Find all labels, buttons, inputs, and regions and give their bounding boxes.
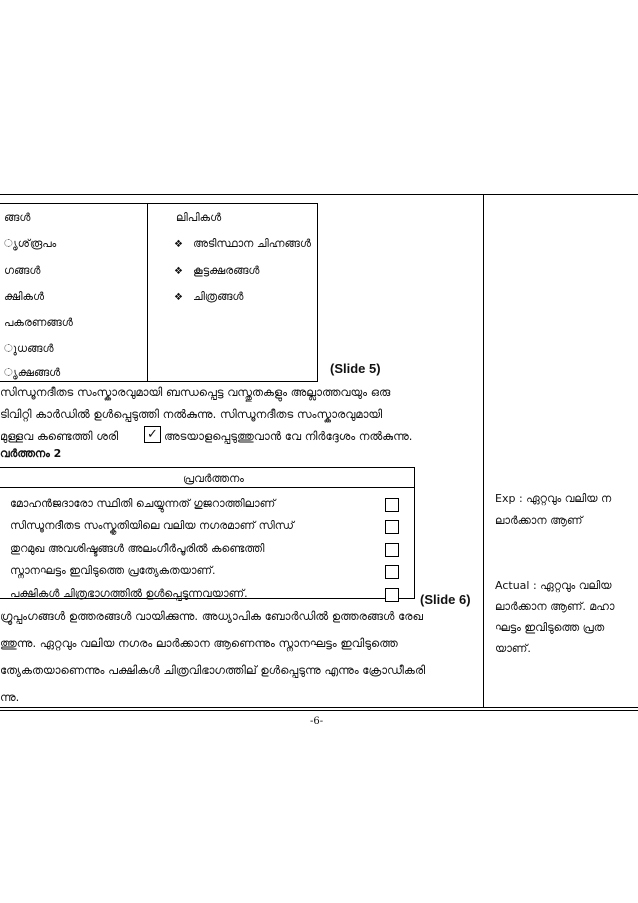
checkmark-icon: ✓ bbox=[144, 426, 161, 443]
paragraph-line: ടിവിറ്റി കാർഡിൽ ഉൾപ്പെടുത്തി നൽകുന്നു. സിന്ധൂനദീതട സംസ്കാരവുമായി bbox=[0, 407, 383, 421]
page-number: -6- bbox=[310, 716, 324, 727]
activity-heading: വർത്തനം 2 bbox=[0, 447, 62, 460]
bottom-border-1 bbox=[0, 707, 638, 708]
paragraph-line: സിന്ധൂനദീതട സംസ്കാരവുമായി ബന്ധപ്പെട്ട വസ്തുതകളും അല്ലാത്തവയും ഒരു bbox=[0, 385, 391, 399]
bullet-icon: ❖ bbox=[174, 239, 183, 250]
table-col1-item: പകരണങ്ങൾ bbox=[4, 316, 73, 329]
activity-title: പ്രവർത്തനം bbox=[183, 472, 244, 485]
bullet-icon: ❖ bbox=[174, 292, 183, 303]
paragraph-line: ത്തുന്നു. ഏറ്റവും വലിയ നഗരം ലാർക്കാന ആണെന്നും സ്നാനഘട്ടം ഇവിടുത്തെ bbox=[0, 636, 398, 650]
column-divider bbox=[483, 194, 484, 708]
bullet-icon: ❖ bbox=[174, 266, 183, 277]
activity-checkbox[interactable] bbox=[385, 498, 399, 512]
slide-5-label: (Slide 5) bbox=[330, 361, 381, 376]
table-col1-item: ൃശ്‌രൂപം bbox=[4, 237, 57, 250]
paragraph-line: ന്നു. bbox=[0, 690, 20, 704]
table-col2-item: ❖ കൂട്ടക്ഷരങ്ങൾ bbox=[174, 264, 260, 277]
table-col1-item: ൃക്ഷങ്ങൾ bbox=[4, 366, 61, 379]
activity-item: സിന്ധൂനദീതട സംസ്കൃതിയിലെ വലിയ നഗരമാണ് സിന്ധ് bbox=[10, 519, 294, 532]
paragraph-line: മുള്ളവ കണ്ടെത്തി ശരി bbox=[0, 429, 119, 443]
paragraph-line: അടയാളപ്പെടുത്തുവാൻ വേ നിർദ്ദേശം നൽകുന്നു. bbox=[164, 429, 413, 443]
activity-item: തുറമുഖ അവശിഷ്ടങ്ങൾ അലംഗീർപൂരിൽ കണ്ടെത്തി bbox=[10, 542, 265, 555]
actual-note: ഘട്ടം ഇവിടുത്തെ പ്രത bbox=[495, 621, 605, 634]
table-col1-item: ക്ഷികൾ bbox=[4, 290, 44, 303]
bottom-border-2 bbox=[0, 710, 638, 711]
actual-note: Actual : ഏറ്റവും വലിയ bbox=[495, 579, 612, 592]
activity-checkbox[interactable] bbox=[385, 520, 399, 534]
activity-title-divider bbox=[0, 487, 414, 488]
slide-6-label: (Slide 6) bbox=[420, 592, 471, 607]
activity-checkbox[interactable] bbox=[385, 565, 399, 579]
expected-note: Exp : ഏറ്റവും വലിയ ന bbox=[495, 492, 612, 505]
activity-item: സ്നാനഘട്ടം ഇവിടുത്തെ പ്രത്യേകതയാണ്. bbox=[10, 564, 216, 577]
table-col2-item: ❖ ചിത്രങ്ങൾ bbox=[174, 290, 244, 303]
expected-note: ലാർക്കാന ആണ് bbox=[495, 514, 583, 527]
table-col1-item: ുധങ്ങൾ bbox=[4, 342, 54, 355]
actual-note: യാണ്. bbox=[495, 642, 531, 655]
table-col2-item: ❖ അടിസ്ഥാന ചിഹ്നങ്ങൾ bbox=[174, 237, 311, 250]
activity-item: മോഹൻജദാരോ സ്ഥിതി ചെയ്യുന്നത് ഗുജറാത്തിലാണ് bbox=[10, 497, 276, 510]
top-border bbox=[0, 194, 638, 195]
table-col1-item: ഗങ്ങൾ bbox=[4, 264, 41, 277]
paragraph-line: ത്യേകതയാണെന്നും പക്ഷികൾ ചിത്രവിഭാഗത്തില് ഉൾപ്പെടുന്നു എന്നും ക്രോഡീകരി bbox=[0, 663, 426, 677]
script-table-divider bbox=[147, 203, 148, 381]
paragraph-line: ഗ്രൂപ്പംഗങ്ങൾ ഉത്തരങ്ങൾ വായിക്കുന്നു. അധ്യാപിക ബോർഡിൽ ഉത്തരങ്ങൾ രേഖ bbox=[0, 609, 423, 623]
activity-checkbox[interactable] bbox=[385, 588, 399, 602]
table-col2-header: ലിപികൾ bbox=[176, 211, 222, 224]
actual-note: ലാർക്കാന ആണ്. മഹാ bbox=[495, 600, 615, 613]
table-col1-header: ങ്ങൾ bbox=[4, 211, 31, 224]
activity-item: പക്ഷികൾ ചിത്രഭാഗത്തിൽ ഉൾപ്പെടുന്നവയാണ്. bbox=[10, 587, 248, 600]
activity-checkbox[interactable] bbox=[385, 543, 399, 557]
